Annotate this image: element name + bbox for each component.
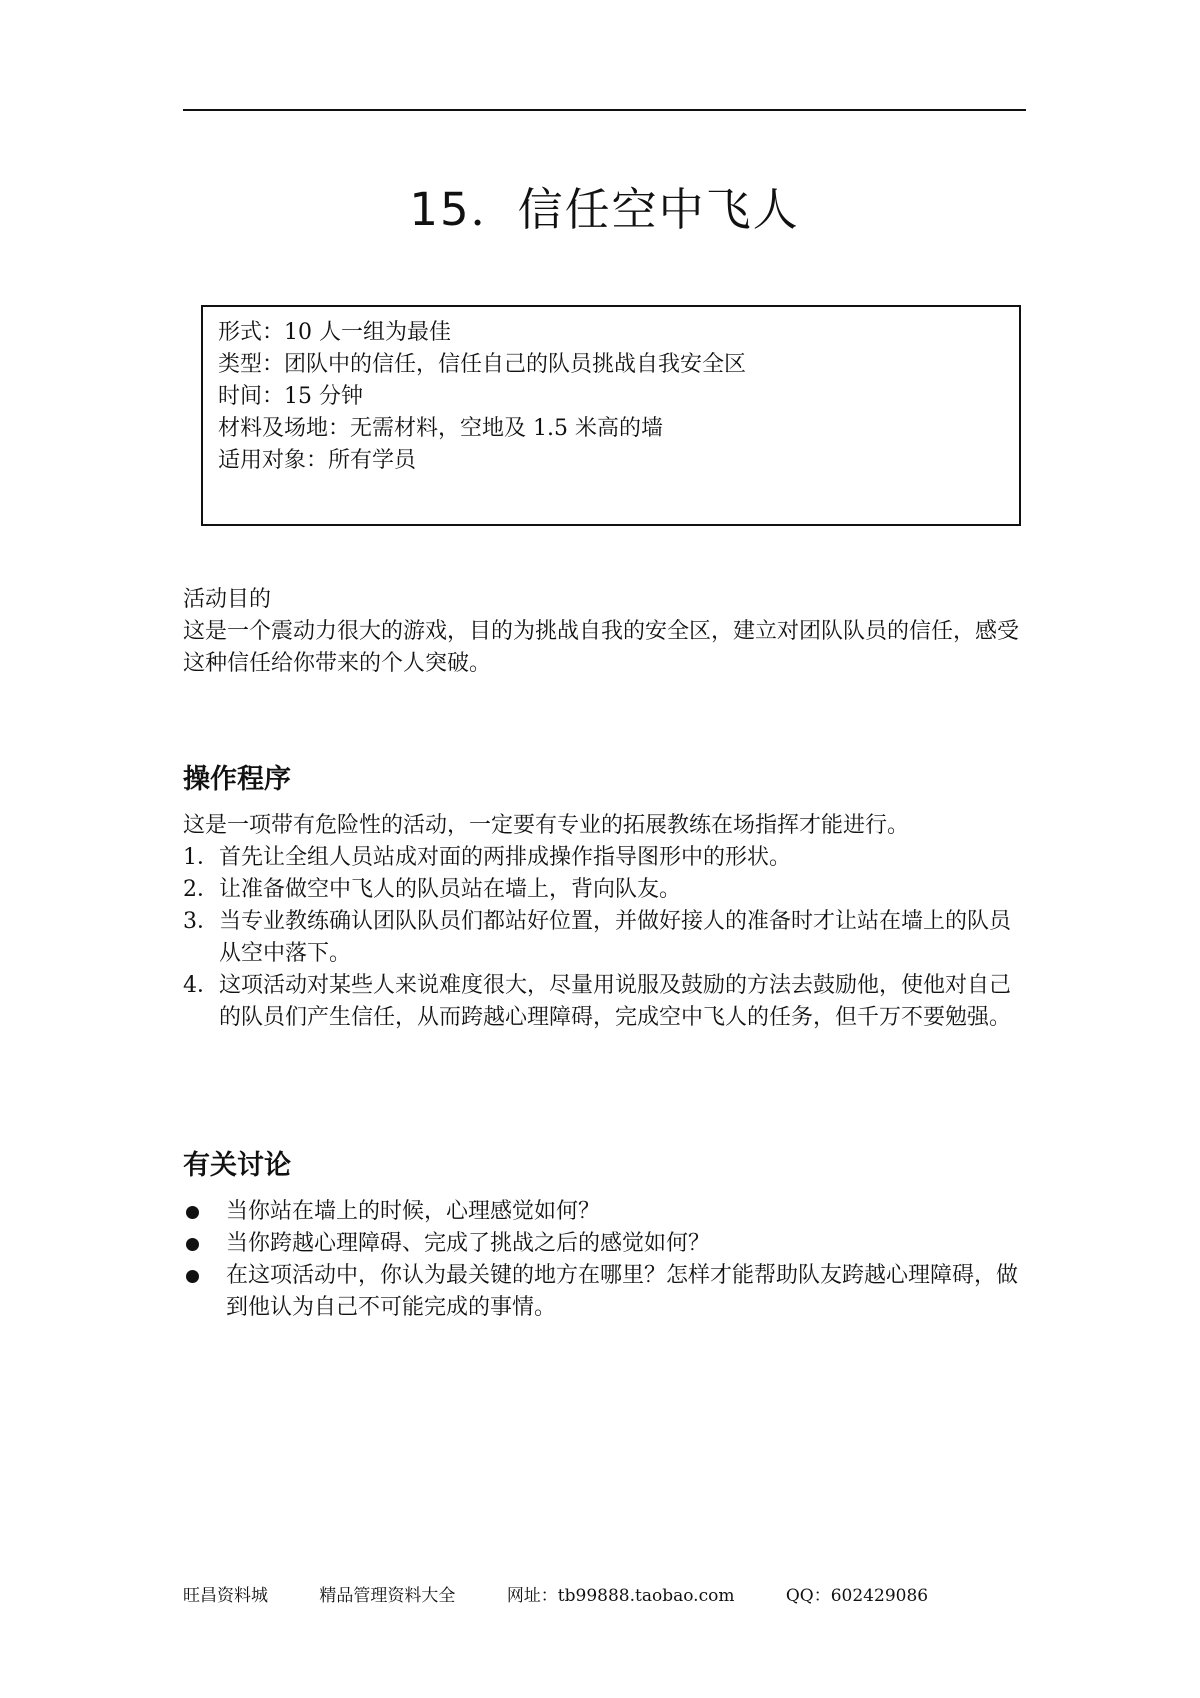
- discussion-text: 当你跨越心理障碍、完成了挑战之后的感觉如何？: [226, 1231, 711, 1256]
- discussion-text: 当你站在墙上的时候，心理感觉如何？: [226, 1199, 601, 1224]
- procedure-heading: 操作程序: [183, 764, 291, 795]
- step-text: 首先让全组人员站成对面的两排成操作指导图形中的形状。: [219, 845, 792, 870]
- procedure-step: [183, 874, 1028, 906]
- bullet-icon: [186, 1206, 199, 1219]
- purpose-text: 这是一个震动力很大的游戏，目的为挑战自我的安全区，建立对团队队员的信任，感受这种信任给你带来的个人突破。: [183, 619, 1020, 676]
- page-footer: [183, 1584, 974, 1608]
- discussion-item: [183, 1260, 1028, 1324]
- procedure-list: [183, 810, 1028, 1034]
- info-box: [201, 305, 1021, 526]
- page-title: 15．信任空中飞人: [409, 183, 800, 236]
- procedure-step: [183, 906, 1028, 970]
- step-text: 这项活动对某些人来说难度很大，尽量用说服及鼓励的方法去鼓励他，使他对自己的队员们产生信任，从而跨越心理障碍，完成空中飞人的任务，但千万不要勉强。: [219, 973, 1012, 1030]
- bullet-icon: [186, 1270, 199, 1283]
- step-text: 让准备做空中飞人的队员站在墙上，背向队友。: [219, 877, 682, 902]
- info-time: 时间：15 分钟: [218, 384, 363, 409]
- step-number: 1．: [183, 845, 219, 870]
- step-number: 4．: [183, 973, 219, 998]
- step-number: 2．: [183, 877, 219, 902]
- info-materials: 材料及场地：无需材料，空地及 1.5 米高的墙: [218, 416, 663, 441]
- footer-website[interactable]: 网址：tb99888.taobao.com: [506, 1586, 735, 1606]
- info-format: 形式：10 人一组为最佳: [218, 320, 451, 345]
- footer-collection: 精品管理资料大全: [319, 1586, 456, 1606]
- footer-qq: QQ：602429086: [785, 1586, 929, 1606]
- procedure-intro: 这是一项带有危险性的活动，一定要有专业的拓展教练在场指挥才能进行。: [183, 813, 910, 838]
- info-audience: 适用对象：所有学员: [218, 448, 417, 473]
- discussion-item: [183, 1228, 1028, 1260]
- discussion-item: [183, 1196, 1028, 1228]
- discussion-heading: 有关讨论: [183, 1150, 291, 1181]
- purpose-label: 活动目的: [183, 587, 272, 612]
- footer-shop: 旺昌资料城: [183, 1586, 268, 1606]
- procedure-step: [183, 842, 1028, 874]
- header-rule: [183, 109, 1026, 111]
- info-type: 类型：团队中的信任，信任自己的队员挑战自我安全区: [218, 352, 747, 377]
- step-text: 当专业教练确认团队队员们都站好位置，并做好接人的准备时才让站在墙上的队员从空中落下。: [219, 909, 1012, 966]
- step-number: 3．: [183, 909, 219, 934]
- discussion-text: 在这项活动中，你认为最关键的地方在哪里？怎样才能帮助队友跨越心理障碍，做到他认为自己不可能完成的事情。: [226, 1263, 1019, 1320]
- procedure-step: [183, 970, 1028, 1034]
- discussion-list: [183, 1196, 1028, 1324]
- bullet-icon: [186, 1238, 199, 1251]
